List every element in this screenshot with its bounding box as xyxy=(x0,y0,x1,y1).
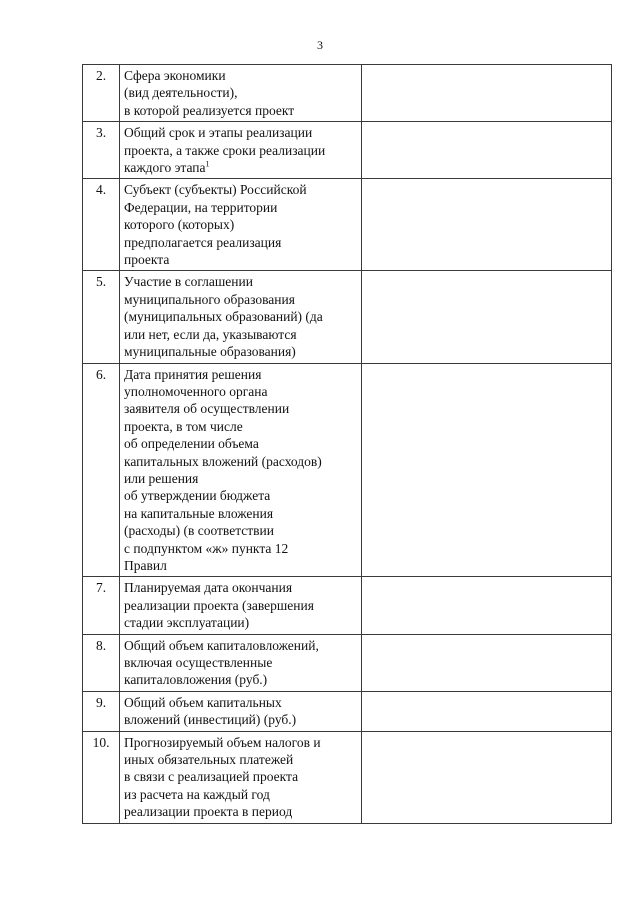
row-value-cell[interactable] xyxy=(362,634,612,691)
row-label: Общий объем капиталовложений, включая осуществленные капиталовложения (руб.) xyxy=(120,634,362,691)
row-label: Планируемая дата окончания реализации проекта (завершения стадии эксплуатации) xyxy=(120,577,362,634)
row-label: Сфера экономики (вид деятельности), в которой реализуется проект xyxy=(120,65,362,122)
table-row xyxy=(83,271,612,363)
table-row xyxy=(83,691,612,731)
footnote-marker: 1 xyxy=(205,159,210,169)
table-row xyxy=(83,577,612,634)
row-number: 4. xyxy=(83,179,120,271)
row-value-cell[interactable] xyxy=(362,122,612,179)
row-value-cell[interactable] xyxy=(362,65,612,122)
page-number: 3 xyxy=(317,38,323,52)
row-label: Прогнозируемый объем налогов и иных обязательных платежей в связи с реализацией проекта из расчета на каждый год реализации проекта в период xyxy=(120,731,362,823)
row-value-cell[interactable] xyxy=(362,179,612,271)
row-value-cell[interactable] xyxy=(362,577,612,634)
row-number: 10. xyxy=(83,731,120,823)
row-number: 6. xyxy=(83,363,120,577)
table-row xyxy=(83,65,612,122)
row-label xyxy=(120,122,362,179)
row-number: 3. xyxy=(83,122,120,179)
row-value-cell[interactable] xyxy=(362,731,612,823)
row-number: 9. xyxy=(83,691,120,731)
row-label: Дата принятия решения уполномоченного органа заявителя об осуществлении проекта, в том числе об определении объема капитальных вложений (расходов) или решения об утверждении бюджета на капитальные вложения (расходы) (в соответствии с подпунктом «ж» пункта 12 Правил xyxy=(120,363,362,577)
row-number: 8. xyxy=(83,634,120,691)
row-number: 5. xyxy=(83,271,120,363)
table-row xyxy=(83,179,612,271)
row-value-cell[interactable] xyxy=(362,691,612,731)
row-label: Общий объем капитальных вложений (инвестиций) (руб.) xyxy=(120,691,362,731)
row-number: 7. xyxy=(83,577,120,634)
row-label: Субъект (субъекты) Российской Федерации, на территории которого (которых) предполагается реализация проекта xyxy=(120,179,362,271)
table-row xyxy=(83,363,612,577)
row-value-cell[interactable] xyxy=(362,363,612,577)
table-row xyxy=(83,731,612,823)
row-label: Участие в соглашении муниципального образования (муниципальных образований) (да или нет, если да, указываются муниципальные образования) xyxy=(120,271,362,363)
application-form-table xyxy=(82,64,612,824)
table-row xyxy=(83,634,612,691)
row-value-cell[interactable] xyxy=(362,271,612,363)
table-row xyxy=(83,122,612,179)
row-number: 2. xyxy=(83,65,120,122)
row-label-text: Общий срок и этапы реализации проекта, а также сроки реализации каждого этапа xyxy=(124,125,326,176)
